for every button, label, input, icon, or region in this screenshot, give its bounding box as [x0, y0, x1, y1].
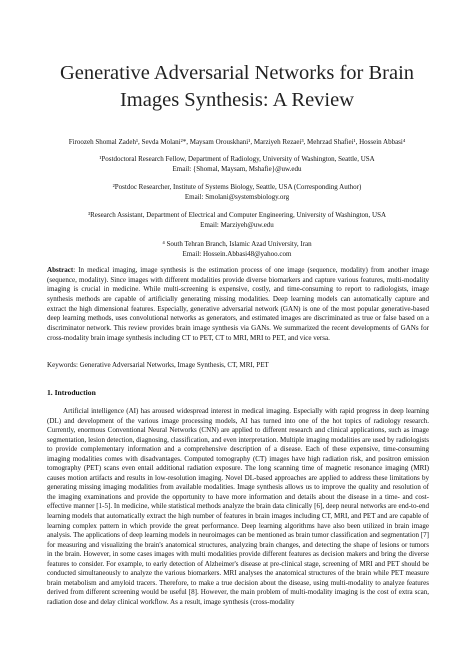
affiliation-3 — [0, 211, 474, 230]
author-list: Firoozeh Shomal Zadeh¹, Sevda Molani²*, Maysam Orouskhani¹, Marziyeh Rezaei³, Mehrzad Shafiei¹, Hossein Abbasi⁴ — [68, 138, 406, 146]
section-body — [47, 407, 429, 607]
title-line-2: Images Synthesis: A Review — [119, 89, 355, 111]
affiliation-2 — [0, 183, 474, 202]
affiliation-2-email: Email: Smolani@systemsbiology.org — [184, 192, 290, 201]
abstract-label: Abstract — [47, 266, 74, 274]
abstract-text: : In medical imaging, image synthesis is the estimation process of one image (sequence, modality) from another image (sequence, modality). Since images with different modalities provide diverse biomarkers and capture various features, multi-modality imaging is crucial in medicine. While multi-screening is expensive, costly, and time-consuming to report to radiologists, image synthesis methods are capable of artificially generating missing modalities. Deep learning models can automatically capture and extract the high dimensional features. Especially, generative adversarial network (GAN) is one of the most popular generative-based deep learning methods, uses convolutional networks as generators, and estimated images are discriminated as true or false based on a discriminator network. This review provides brain image synthesis via GANs. We summarized the recent developments of GANs for cross-modality brain image synthesis including CT to PET, CT to MRI, MRI to PET, and vice versa. — [47, 266, 429, 342]
affiliation-2-institution: ²Postdoc Researcher, Institute of Systems Biology, Seattle, USA (Corresponding Author) — [112, 183, 362, 191]
keywords: Keywords: Generative Adversarial Networks, Image Synthesis, CT, MRI, PET — [47, 361, 269, 369]
section-heading: 1. Introduction — [47, 388, 96, 397]
title-line-1: Generative Adversarial Networks for Brain — [59, 62, 415, 84]
intro-paragraph: Artificial intelligence (AI) has aroused widespread interest in medical imaging. Especially with rapid progress in deep learning (DL) and development of the various image processing models, AI has turned into one of the hot topics of radiology research. Currently, enormous Conventional Neural Networks (CNN) are applied to different research and clinical applications, such as image segmentation, lesion detection, diagnosing, classification, and even interpretation. Multiple imaging modalities are used by radiologists to provide complementary information and a comprehensive description of a disease. Each of these expensive, time-consuming imaging modalities comes with disadvantages. Computed tomography (CT) images have high radiation risk, and positron emission tomography (PET) scans even entail additional radiation exposure. The long scanning time of magnetic resonance imaging (MRI) causes motion artifacts and results in low-resolution imaging. Novel DL-based approaches are applied to address these limitations by generating missing imaging modalities from available modalities. Image synthesis allows us to improve the quality and resolution of the imaging examinations and provide the opportunity to have more information and details about the disease in a time- and cost-effective manner [1-5]. In medicine, while statistical methods analyze the brain data clinically [6], deep neural networks are end-to-end learning models that automatically extract the high number of features in brain images including CT, MRI, and PET and are capable of learning complex pattern in which provide the great performance. Deep learning algorithms have also been utilized in brain image analysis. The applications of deep learning models in neuroimages can be mentioned as brain tumor classification and segmentation [7] for measuring and visualizing the brain's anatomical structures, analyzing brain changes, and detecting the shape of lesions or tumors in the brain. However, in some cases images with multi modalities provide different features as decision makers and bring the diverse features to consider. For example, to early detection of Alzheimer's disease at pre-clinical stage, screening of MRI and PET should be conducted simultaneously to analyze the various biomarkers. MRI analyses the anatomical structures of the brain while PET measure brain metabolism and amyloid tracers. Therefore, to make a true decision about the disease, using multi-modality to analyze features derived from different screening would be useful [8]. However, the main problem of multi-modality imaging is the cost of extra scan, radiation dose and delay clinical workflow. As a result, image synthesis (cross-modality — [47, 407, 429, 606]
affiliation-4-institution: ⁴ South Tehran Branch, Islamic Azad University, Iran — [162, 240, 312, 248]
affiliation-3-institution: ³Research Assistant, Department of Electrical and Computer Engineering, University of Washington, USA — [87, 211, 387, 219]
affiliation-3-email: Email: Marziyeh@uw.edu — [200, 220, 274, 229]
affiliation-1-institution: ¹Postdoctoral Research Fellow, Department of Radiology, University of Washington, Seattle, USA — [99, 155, 375, 163]
affiliation-4-email: Email: Hossein.Abbasi48@yahoo.com — [182, 249, 292, 258]
affiliation-1-email: Email: {Shomal, Maysam, Mshafie}@uw.edu — [172, 164, 302, 173]
affiliation-1 — [0, 155, 474, 174]
paper-title — [0, 60, 474, 114]
abstract — [47, 266, 429, 343]
affiliation-4 — [0, 240, 474, 259]
